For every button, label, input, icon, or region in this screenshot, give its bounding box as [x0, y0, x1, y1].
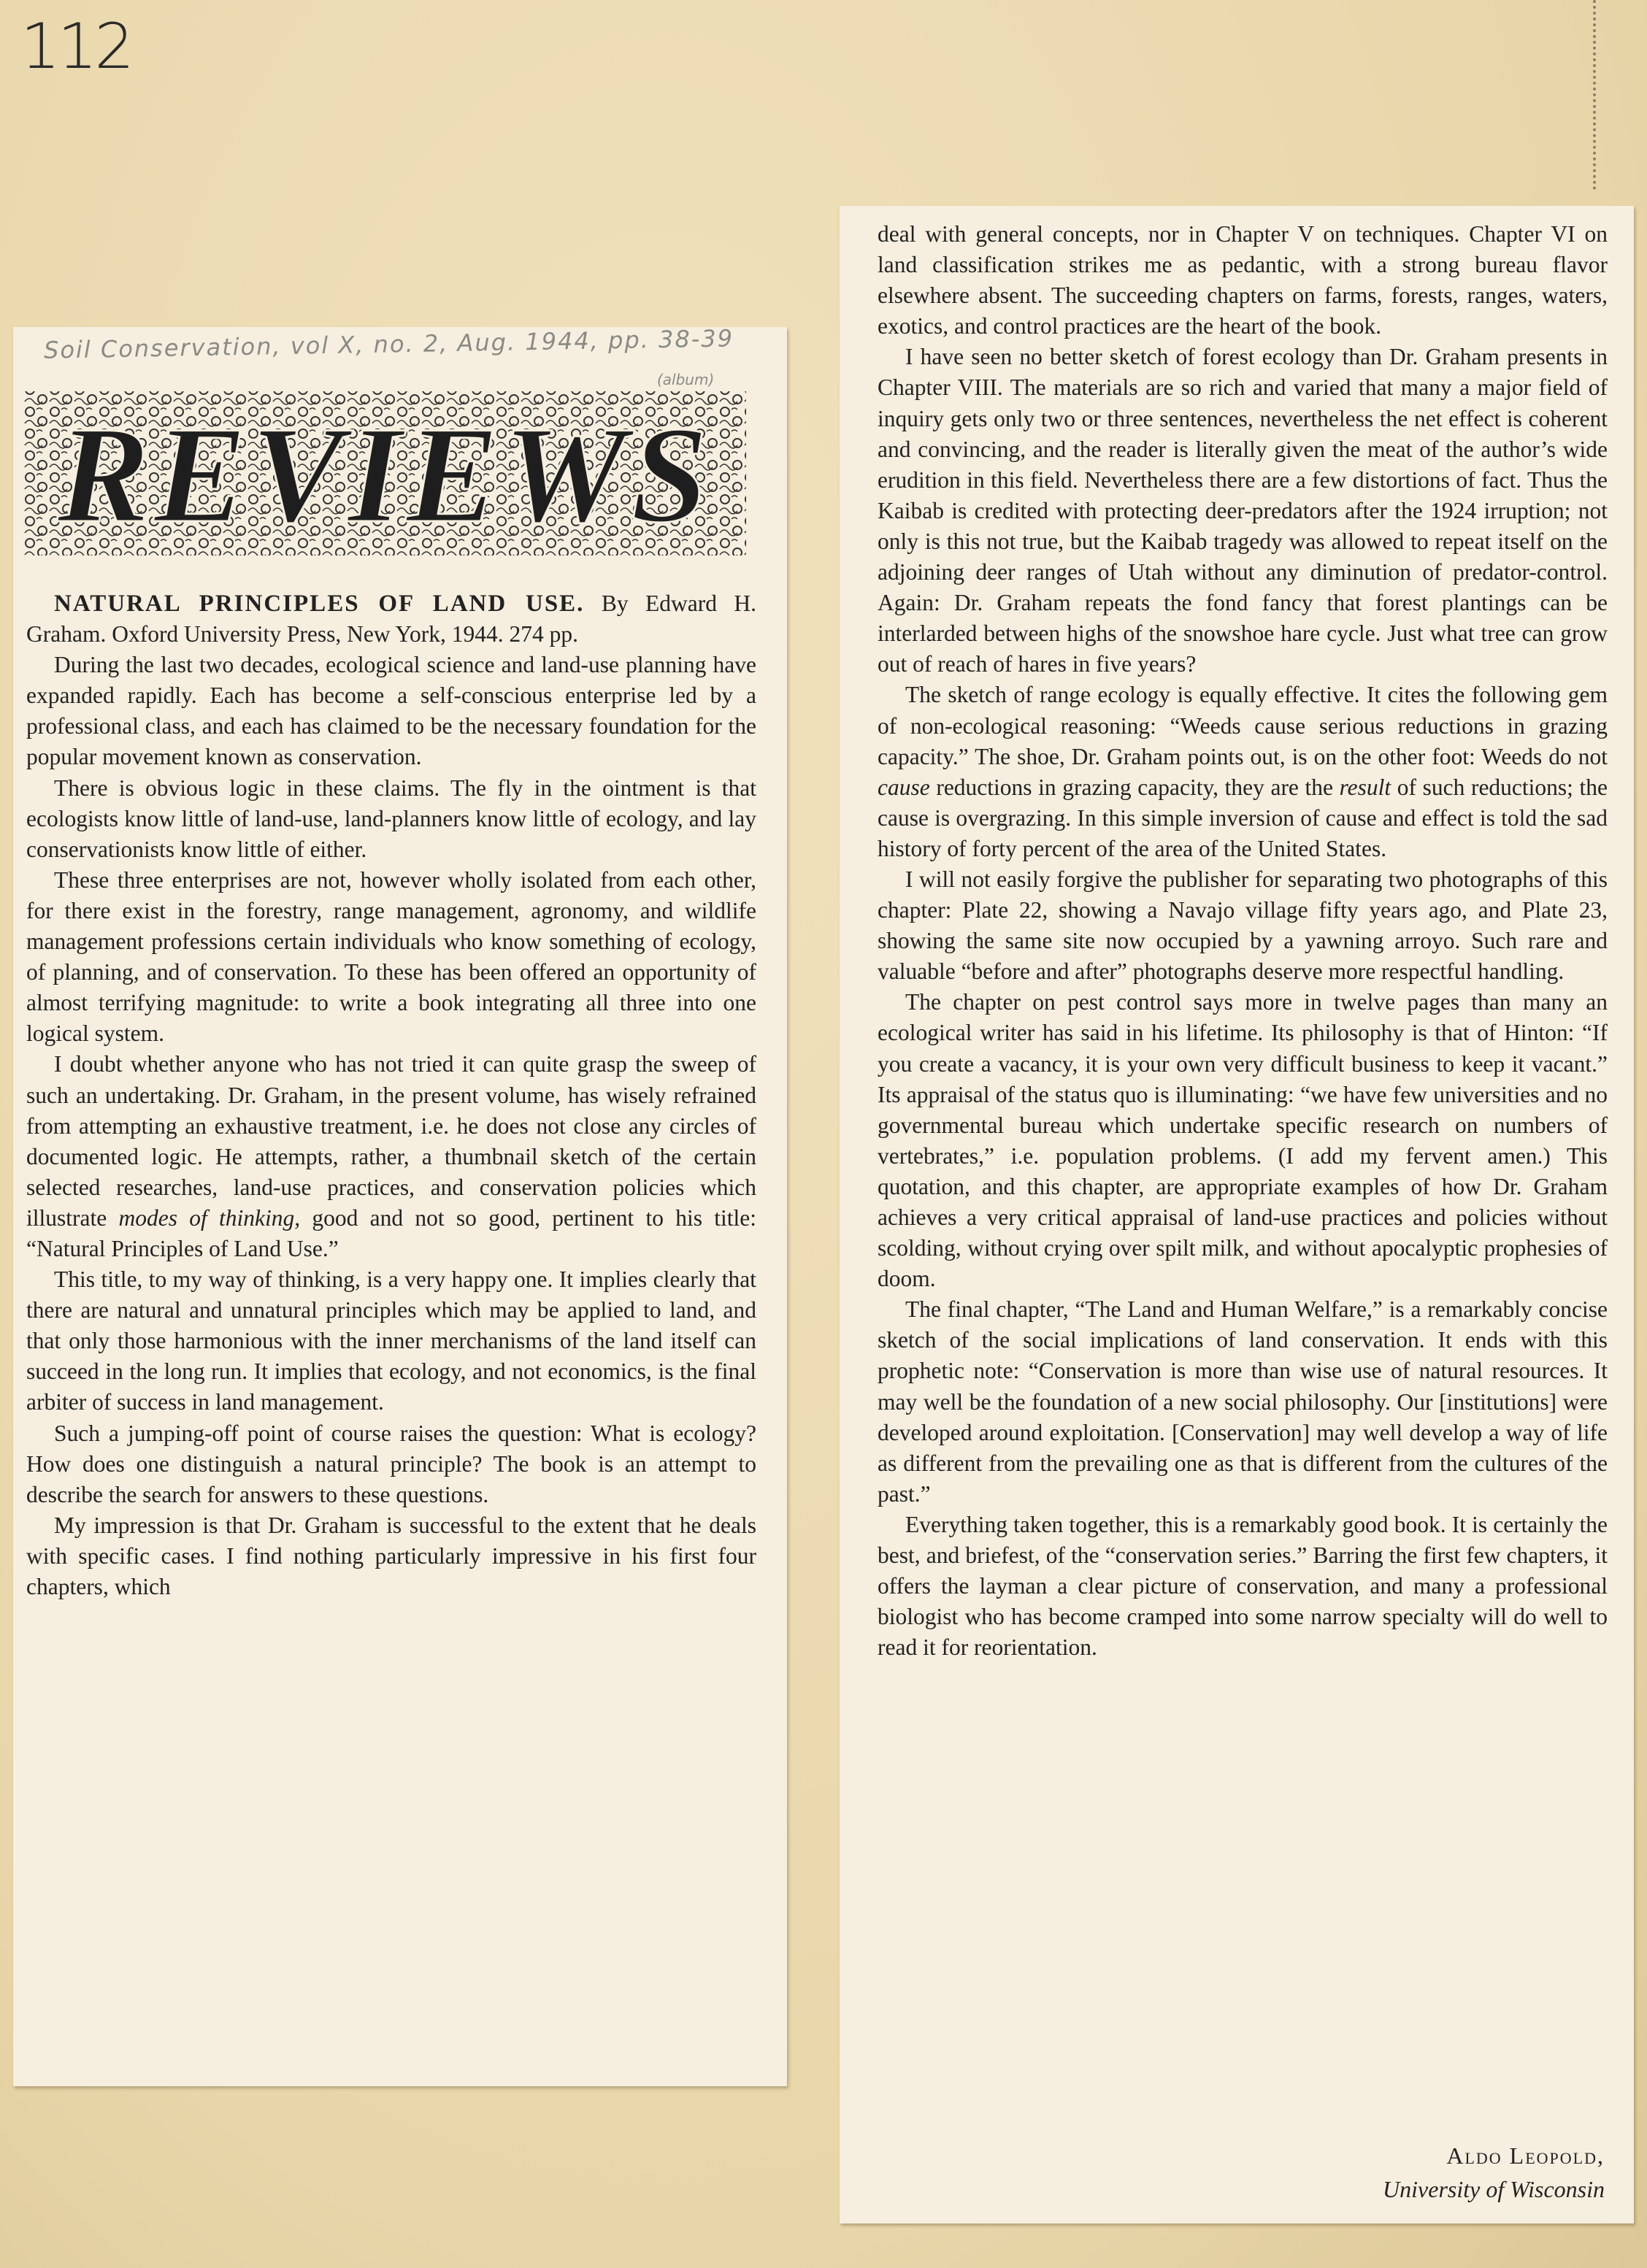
paragraph: The final chapter, “The Land and Human Welfare,” is a remarkably concise sketch of the social implications of land conservation. It ends with this prophetic note: “Conservation is more than wise use of natural resources. It may well be the foundation of a new social philosophy. Our [institutions] were developed around exploitation. [Conservation] may well develop a way of life as different from the prevailing one as that is different from the cultures of the past.”	[878, 1296, 1608, 1507]
review-column-left	[26, 588, 756, 1602]
paragraph: Everything taken together, this is a remarkably good book. It is certainly the best, and briefest, of the “conservation series.” Barring the first few chapters, it offers the layman a clear picture of conservation, and many a professional biologist who has become cramped into some narrow specialty will do well to read it for reorientation.	[878, 1511, 1608, 1661]
book-title: NATURAL PRINCIPLES OF LAND USE.	[54, 591, 585, 617]
paragraph-continued: deal with general concepts, nor in Chapter V on techniques. Chapter VI on land classification strikes me as pedantic, with a strong bureau flavor elsewhere absent. The succeeding chapters on farms, forests, ranges, waters, exotics, and control practices are the heart of the book.	[878, 221, 1608, 339]
paragraph: This title, to my way of thinking, is a very happy one. It implies clearly that there are natural and unnatural principles which may be applied to land, and that only those harmonious with the inner merchanisms of the land itself can succeed in the long run. It implies that ecology, and not economics, is the final arbiter of success in land management.	[26, 1266, 756, 1415]
paragraph-text: of such reductions; the cause is overgrazing. In this simple inversion of cause and effect is told the sad history of forty percent of the area of the United States.	[878, 774, 1608, 861]
handwritten-note-small: (album)	[657, 371, 715, 388]
page-number: 112	[20, 10, 132, 83]
paragraph-text: Natural Principles of Land Use.”	[36, 1235, 339, 1261]
paragraph: My impression is that Dr. Graham is successful to the extent that he deals with specific cases. I find nothing particularly impressive in his first four chapters, which	[26, 1512, 756, 1599]
paragraph: There is obvious logic in these claims. The fly in the ointment is that ecologists know little of land-use, land-planners know little of ecology, and lay conservationists know little of either.	[26, 774, 756, 862]
handwritten-citation: Soil Conservation, vol X, no. 2, Aug. 1944, pp. 38-39	[43, 324, 734, 364]
review-column-right	[878, 219, 1608, 1663]
paragraph: These three enterprises are not, however wholly isolated from each other, for there exist in the forestry, range management, agronomy, and wildlife management professions certain individuals who know something of ecology, of planning, and of conservation. To these has been offered an opportunity of almost terrifying magnitude: to write a book integrating all three into one logical system.	[26, 866, 756, 1047]
signature-block	[1383, 2139, 1605, 2206]
edge-marks	[1586, 0, 1596, 190]
reviewer-name: Aldo Leopold,	[1446, 2142, 1605, 2169]
reviews-banner	[23, 384, 746, 559]
book-byline: By Edward H. Graham. Oxford University Press, New York, 1944. 274 pp.	[26, 591, 756, 647]
emphasis: modes of thinking,	[118, 1204, 301, 1231]
paragraph	[878, 680, 1608, 864]
emphasis: cause	[878, 774, 930, 800]
paragraph-text: reductions in grazing capacity, they are the	[936, 774, 1333, 800]
paragraph: I will not easily forgive the publisher for separating two photographs of this chapter: Plate 22, showing a Navajo village fifty years ago, and Plate 23, showing the same site now occupied by a yawning arroyo. Such rare and valuable “before and after” photographs deserve more respectful handling.	[878, 866, 1608, 985]
paragraph: Such a jumping-off point of course raises the question: What is ecology? How does one distinguish a natural principle? The book is an attempt to describe the search for answers to these questions.	[26, 1420, 756, 1507]
reviewer-affiliation: University of Wisconsin	[1383, 2176, 1605, 2202]
paragraph-text: good and not so good, pertinent to his title: “	[26, 1204, 757, 1261]
paragraph-text: The sketch of range ecology is equally effective. It cites the following gem of non-ecological reasoning: “Weeds cause serious reductions in grazing capacity.” The shoe, Dr. Graham points out, is on the other foot: Weeds do not	[878, 682, 1608, 769]
banner-artwork	[23, 384, 746, 559]
paragraph	[26, 1049, 756, 1264]
review-headline	[26, 588, 756, 650]
paragraph-text: I doubt whether anyone who has not tried it can quite grasp the sweep of such an undertaking. Dr. Graham, in the present volume, has wisely refrained from attempting an exhaustive treatment, i.e. he does not close any circles of documented logic. He attempts, rather, a thumbnail sketch of the certain selected researches, land-use practices, and conservation policies which illustrate	[26, 1051, 756, 1231]
banner-title: REVIEWS	[57, 399, 713, 552]
paragraph: During the last two decades, ecological science and land-use planning have expanded rapidly. Each has become a self-conscious enterprise led by a professional class, and each has claimed to be the necessary foundation for the popular movement known as conservation.	[26, 652, 756, 770]
paragraph: I have seen no better sketch of forest ecology than Dr. Graham presents in Chapter VIII. The materials are so rich and varied that many a major field of inquiry gets only two or three sentences, nevertheless the net effect is coherent and convincing, and the reader is literally given the meat of the author’s wide erudition in this field. Nevertheless there are a few distortions of fact. Thus the Kaibab is credited with protecting deer-predators after the 1924 irruption; not only is this not true, but the Kaibab tragedy was allowed to repeat itself on the adjoining deer ranges of Utah without any diminution of predator-control. Again: Dr. Graham repeats the fond fancy that forest plantings can be interlarded between highs of the snowshoe hare cycle. Just what tree can grow out of reach of hares in five years?	[878, 344, 1608, 677]
emphasis: result	[1339, 774, 1391, 800]
paragraph: The chapter on pest control says more in twelve pages than many an ecological writer has said in his lifetime. Its philosophy is that of Hinton: “If you create a vacancy, it is your own very difficult business to keep it vacant.” Its appraisal of the status quo is illuminating: “we have few universities and no governmental bureau which undertake specific research on numbers of vertebrates,” i.e. population problems. (I add my fervent amen.) This quotation, and this chapter, are appropriate examples of how Dr. Graham achieves a very critical appraisal of land-use practices and policies without scolding, without crying over spilt milk, and without apocalyptic prophesies of doom.	[878, 989, 1608, 1292]
